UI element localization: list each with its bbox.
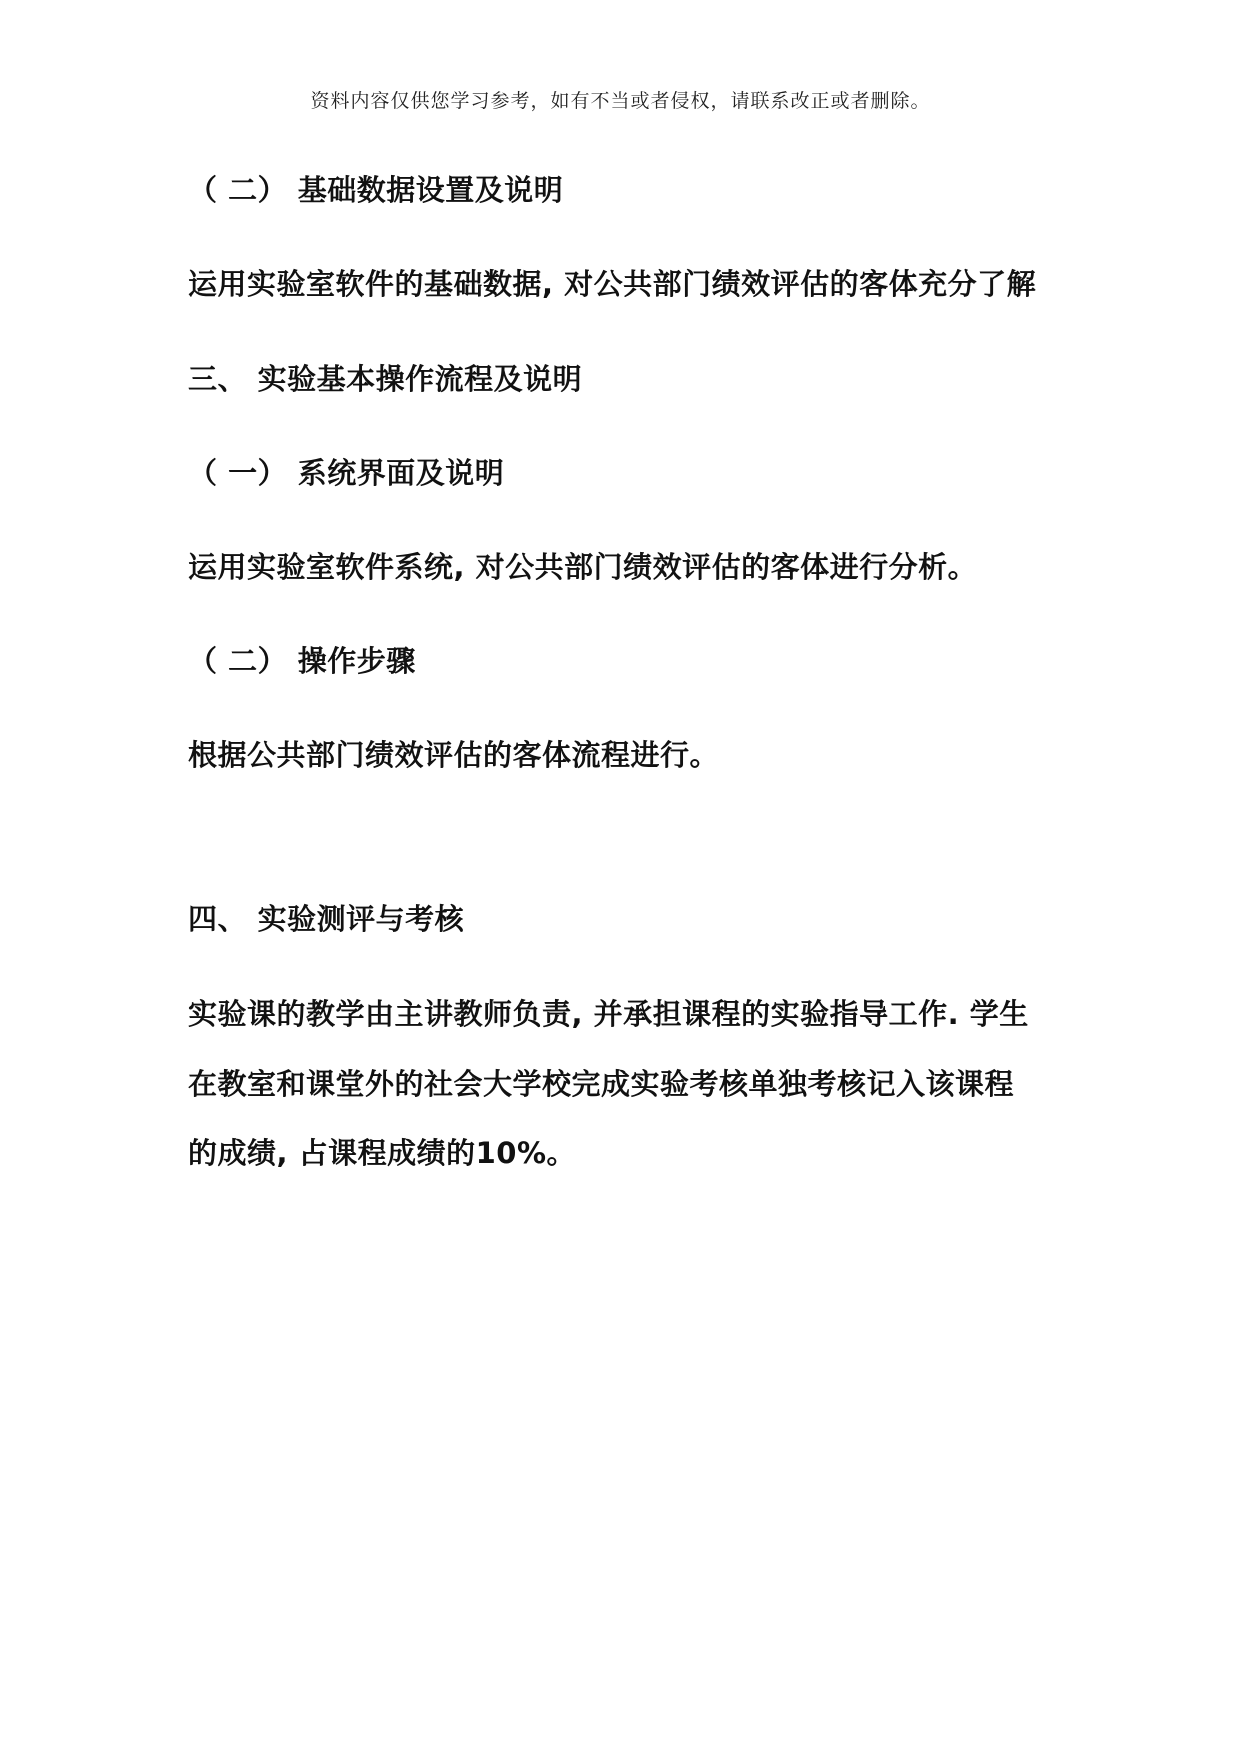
- header-disclaimer: 资料内容仅供您学习参考，如有不当或者侵权，请联系改正或者删除。: [310, 90, 931, 112]
- paragraph-basic-data: 运用实验室软件的基础数据, 对公共部门绩效评估的客体充分了解: [188, 267, 1037, 301]
- section-heading-operation-steps: （ 二） 操作步骤: [188, 644, 416, 678]
- section-heading-4: 四、 实验测评与考核: [188, 902, 465, 936]
- section-heading-system-interface: （ 一） 系统界面及说明: [188, 456, 505, 490]
- paragraph-assessment-line: 的成绩, 占课程成绩的10%。: [188, 1136, 577, 1170]
- paragraph-assessment-line: 在教室和课堂外的社会大学校完成实验考核单独考核记入该课程: [188, 1067, 1015, 1101]
- paragraph-system-interface: 运用实验室软件系统, 对公共部门绩效评估的客体进行分析。: [188, 550, 978, 584]
- paragraph-operation-steps: 根据公共部门绩效评估的客体流程进行。: [188, 738, 720, 772]
- section-heading-3: 三、 实验基本操作流程及说明: [188, 362, 583, 396]
- paragraph-assessment-line: 实验课的教学由主讲教师负责, 并承担课程的实验指导工作. 学生: [188, 997, 1029, 1031]
- section-heading-basic-data: （ 二） 基础数据设置及说明: [188, 173, 564, 207]
